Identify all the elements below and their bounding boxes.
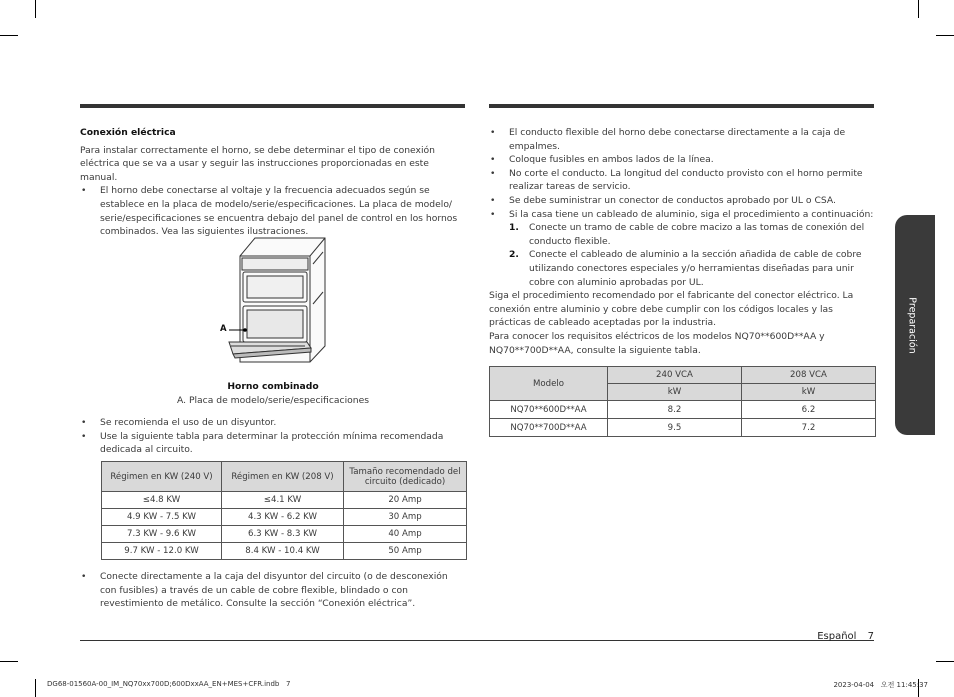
bullet-list-b [80,416,466,457]
bullet-list-a [80,184,466,238]
model-table [489,366,876,437]
table-header: 240 VCA [608,367,742,384]
table-cell: 9.7 KW - 12.0 KW [102,543,222,560]
table-cell: 20 Amp [344,492,467,509]
section-tab-text: Preparación [906,296,918,354]
table-cell: 7.2 [742,419,876,437]
table-cell: ≤4.8 KW [102,492,222,509]
table-row [102,492,467,509]
table-cell: 50 Amp [344,543,467,560]
crop-mark [35,0,36,18]
table-cell: 7.3 KW - 9.6 KW [102,526,222,543]
figure-caption [80,380,466,407]
step-item [509,248,875,289]
table-cell: 6.3 KW - 8.3 KW [222,526,344,543]
circuit-table [101,461,467,560]
crop-mark [35,679,36,697]
crop-mark [0,35,18,36]
step-number: 1. [509,222,519,234]
table-header: Régimen en KW (208 V) [222,462,344,492]
list-item: • Conecte directamente a la caja del disyuntor del circuito (o de desconexión con fusibles) a través de un cable de cobre flexible, blindado o con revestimiento de metálico. Consulte la sección “Conexión eléctrica”. [80,570,466,611]
section-heading: Conexión eléctrica [80,127,176,138]
table-cell: 4.9 KW - 7.5 KW [102,509,222,526]
right-column [489,126,875,357]
paragraph: Para conocer los requisitos eléctricos de los modelos NQ70**600D**AA y NQ70**700D**AA, consulte la siguiente tabla. [489,330,825,356]
crop-mark [918,0,919,18]
paragraph: Siga el procedimiento recomendado por el fabricante del conector eléctrico. La conexión entre aluminio y cobre debe cumplir con los códigos locales y las prácticas de cableado aceptadas por la industria. [489,290,854,329]
oven-illustration [215,234,335,364]
crop-mark [936,35,954,36]
table-header: 208 VCA [742,367,876,384]
table-cell: 8.2 [608,401,742,419]
combination-oven-image [215,234,335,364]
table-cell: 6.2 [742,401,876,419]
list-item: • No corte el conducto. La longitud del conducto provisto con el horno permite realizar tareas de servicio. [489,167,875,194]
footer-language: Español [817,631,857,642]
intro-paragraph: Para instalar correctamente el horno, se debe determinar el tipo de conexión eléctrica que se va a usar y seguir las instrucciones proporcionadas en este manual. [80,144,435,183]
table-cell: NQ70**600D**AA [490,401,608,419]
bullet-list-c [80,570,466,611]
bullet-block-b [80,416,466,457]
table-row [490,419,876,437]
table-header: kW [608,384,742,401]
table-cell: NQ70**700D**AA [490,419,608,437]
table-cell: 9.5 [608,419,742,437]
footer-rule [80,640,874,641]
step-number: 2. [509,249,519,261]
table-row [102,526,467,543]
list-item: • Se recomienda el uso de un disyuntor. [80,416,466,430]
caption-title: Horno combinado [227,381,319,392]
page-footer [817,631,874,642]
list-item: • Coloque fusibles en ambos lados de la línea. [489,153,875,167]
table-header: Modelo [490,367,608,401]
list-item: • Si la casa tiene un cableado de aluminio, siga el procedimiento a continuación: [489,208,875,222]
table-row [102,543,467,560]
left-column-rule [80,104,465,108]
table-header: kW [742,384,876,401]
table-row [102,509,467,526]
step-text: Conecte el cableado de aluminio a la sección añadida de cable de cobre utilizando conectores especiales y/o herramientas diseñadas para unir cobre con aluminio aprobadas por UL. [529,249,862,288]
bullet-block-c [80,570,466,611]
step-list [509,221,875,289]
table-header: Tamaño recomendado del circuito (dedicado) [344,462,467,492]
list-item: • Se debe suministrar un conector de conductos aprobado por UL o CSA. [489,194,875,208]
page-number: 7 [867,631,874,642]
caption-text: A. Placa de modelo/serie/especificaciones [176,394,370,406]
print-timestamp: 2023-04-04 오전 11:45:37 [833,681,928,689]
print-file-info: DG68-01560A-00_IM_NQ70xx700D;600DxxAA_EN+MES+CFR.indb 7 [47,680,291,688]
table-cell: 30 Amp [344,509,467,526]
table-cell: 40 Amp [344,526,467,543]
right-column-rule [489,104,874,108]
step-text: Conecte un tramo de cable de cobre macizo a las tomas de conexión del conducto flexible. [529,222,865,247]
list-item: • Use la siguiente tabla para determinar la protección mínima recomendada dedicada al circuito. [80,430,466,457]
crop-mark [0,661,18,662]
crop-mark [936,661,954,662]
bullet-list-right [489,126,875,221]
figure-marker: A [220,324,227,334]
left-column [80,126,466,239]
table-row [490,401,876,419]
section-tab-label [895,215,929,435]
table-cell: 8.4 KW - 10.4 KW [222,543,344,560]
table-cell: 4.3 KW - 6.2 KW [222,509,344,526]
table-cell: ≤4.1 KW [222,492,344,509]
table-header: Régimen en KW (240 V) [102,462,222,492]
list-item: • El conducto flexible del horno debe conectarse directamente a la caja de empalmes. [489,126,875,153]
step-item [509,221,875,248]
list-item: • El horno debe conectarse al voltaje y la frecuencia adecuados según se establece en la placa de modelo/serie/especificaciones. La placa de modelo/ serie/especificaciones se encuentra debajo del panel de control en los hornos combinados. Vea las siguientes ilustraciones. [80,184,466,238]
